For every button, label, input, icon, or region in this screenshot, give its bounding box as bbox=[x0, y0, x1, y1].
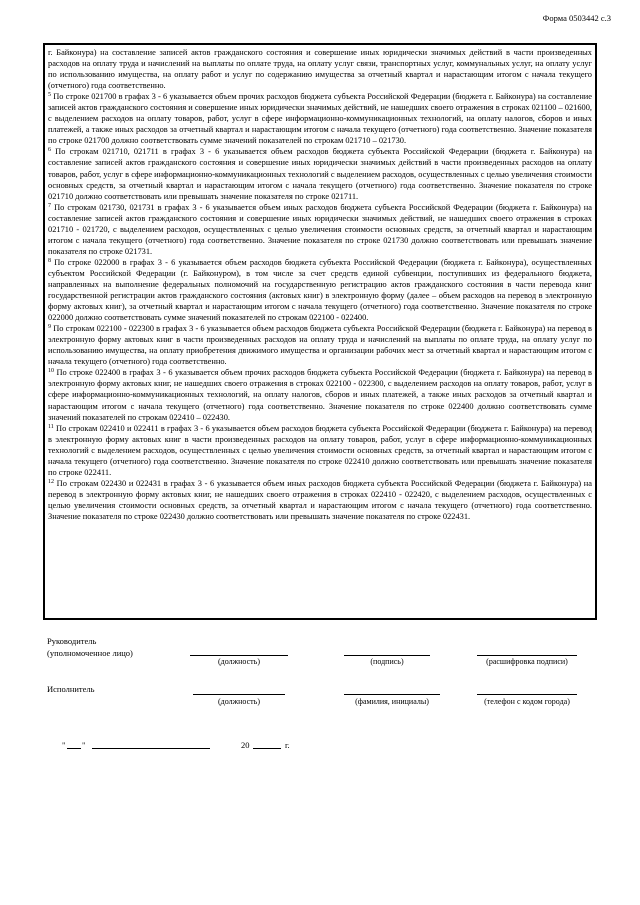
footnote-text: По строкам 022430 и 022431 в графах 3 - 6 указывается объем иных расходов бюджета субъекта Российской Федерации (бюджета г. Байконура) на перевод в электронную форму актовых книг, не нашедших своего отражения в строках 022410 - 022420, с выделением расходов, осуществленных с целью увеличения стоимости основных средств, за отчетный квартал и нарастающим итогом с начала текущего (отчетного) года соответственно. Значение показателя по строке 022430 должно соответствовать или превышать значение показателя по строке 022431. bbox=[48, 478, 593, 521]
footnote-text: По строке 022000 в графах 3 - 6 указывается объем расходов бюджета субъекта Российской Федерации (бюджета г. Байконура), осуществленных субъектом Российской Федерации (г. Байконуром), в том числе за счет средств единой субвенции, поступивших из федерального бюджета, направленных на выполнение федеральных полномочий на государственную регистрацию актов гражданского состояния в части перевода книг государственной регистрации актов гражданского состояния (актовых книг) в электронную форму (далее – объем расходов на перевод в электронную форму актовых книг), за отчетный квартал и нарастающим итогом с начала текущего (отчетного) года соответственно. Значение показателя по строке 022000 должно соответствовать сумме значений показателей по строкам 022100 - 022400. bbox=[48, 257, 592, 323]
footnote-10 bbox=[48, 367, 592, 422]
date-year-suffix: г. bbox=[285, 740, 290, 750]
footnote-9 bbox=[48, 323, 592, 367]
footnotes-box bbox=[43, 43, 597, 620]
footnote-12 bbox=[48, 478, 592, 522]
head-signature-caption: (подпись) bbox=[370, 657, 404, 666]
footnote-text: г. Байконура) на составление записей актов гражданского состояния и совершение иных юридически значимых действий в части произведенных расходов на оплату труда и начислений на выплаты по оплате труда, на оплату услуг связи, транспортных услуг, коммунальных услуг, на оплату услуг по использованию имущества, на оплату работ и услуг по содержанию имущества за отчетный квартал и нарастающим итогом с начала текущего (отчетного) года соответственно. bbox=[48, 48, 592, 91]
exec-name-line[interactable] bbox=[344, 694, 440, 695]
head-decoding-caption: (расшифровка подписи) bbox=[486, 657, 568, 666]
footnote-text: По строкам 021710, 021711 в графах 3 - 6 указывается объем расходов бюджета субъекта Российской Федерации (бюджета г. Байконура) на составление записей актов гражданского состояния и совершение иных юридически значимых действий в части произведенных расходов на оплату товаров, работ, услуг в сфере информационно-коммуникационных технологий с выделением расходов, осуществленных с целью увеличения стоимости основных средств, за отчетный квартал и нарастающим итогом с начала текущего (отчетного) года соответственно. Значение показателя по строке 021710 должно соответствовать или превышать значение показателя по строке 021711. bbox=[48, 147, 593, 201]
exec-name-caption: (фамилия, инициалы) bbox=[355, 697, 429, 706]
footnote-marker: 9 bbox=[48, 324, 51, 331]
date-day-line[interactable] bbox=[67, 748, 81, 749]
head-decoding-line[interactable] bbox=[477, 655, 577, 656]
head-label: Руководитель bbox=[47, 636, 97, 646]
head-sublabel: (уполномоченное лицо) bbox=[47, 648, 133, 658]
footnote-marker: 5 bbox=[48, 92, 51, 99]
date-year-prefix: 20 bbox=[241, 740, 250, 750]
footnote-marker: 10 bbox=[48, 368, 54, 375]
footnote-marker: 6 bbox=[48, 147, 51, 154]
date-quote-close: " bbox=[82, 740, 86, 750]
executor-label: Исполнитель bbox=[47, 684, 95, 694]
footnote-marker: 7 bbox=[48, 202, 51, 209]
footnote-text: По строке 022400 в графах 3 - 6 указывается объем прочих расходов бюджета субъекта Российской Федерации (бюджета г. Байконура) на перевод в электронную форму актовых книг, не нашедших своего отражения в строках 022100 - 022300, с выделением расходов на оплату товаров, работ, услуг в сфере информационно-коммуникационных технологий, на оплату налогов, сборов и иных платежей, а также иных расходов за отчетный квартал и нарастающим итогом с начала текущего (отчетного) года соответственно. Значение показателя по строке 022400 должно соответствовать сумме значений показателей по строкам 022410 – 022430. bbox=[48, 368, 593, 422]
footnote-text: По строке 021700 в графах 3 - 6 указывается объем прочих расходов бюджета субъекта Российской Федерации (бюджета г. Байконура) на составление записей актов гражданского состояния и совершение иных юридически значимых действий, не нашедших своего отражения в строках 021100 – 021600, с выделением расходов на оплату товаров, работ, услуг в сфере информационно-коммуникационных технологий, на оплату налогов, сборов и иных платежей, а также иных расходов за отчетный квартал и нарастающим итогом с начала текущего (отчетного) года соответственно. Значение показателя по строке 021700 должно соответствовать сумме значений показателей по строкам 021710 – 021730. bbox=[48, 92, 593, 146]
footnote-marker: 11 bbox=[48, 423, 54, 430]
form-number: Форма 0503442 с.3 bbox=[542, 13, 611, 23]
footnote-marker: 12 bbox=[48, 478, 54, 485]
exec-position-caption: (должность) bbox=[218, 697, 260, 706]
footnote-text: По строкам 021730, 021731 в графах 3 - 6 указывается объем иных расходов бюджета субъекта Российской Федерации (бюджета г. Байконура) на составление записей актов гражданского состояния и совершение иных юридически значимых действий, не нашедших своего отражения в строках 021710 - 021720, с выделением расходов, осуществленных с целью увеличения стоимости основных средств, за отчетный квартал и нарастающим итогом с начала текущего (отчетного) года соответственно. Значение показателя по строке 021730 должно соответствовать или превышать значение показателя по строке 021731. bbox=[48, 202, 592, 256]
footnote-text: По строкам 022410 и 022411 в графах 3 - 6 указывается объем расходов бюджета субъекта Российской Федерации (бюджета г. Байконура) на перевод в электронную форму актовых книг в части произведенных расходов на оплату товаров, работ, услуг в сфере информационно-коммуникационных технологий с выделением расходов, осуществленных с целью увеличения стоимости основных средств, за отчетный квартал и нарастающим итогом с начала текущего (отчетного) года соответственно. Значение показателя по строке 022410 должно соответствовать или превышать значение показателя по строке 022411. bbox=[48, 423, 592, 477]
head-position-line[interactable] bbox=[190, 655, 288, 656]
exec-phone-line[interactable] bbox=[477, 694, 577, 695]
exec-position-line[interactable] bbox=[193, 694, 285, 695]
footnote-text: По строкам 022100 - 022300 в графах 3 - 6 указывается объем расходов бюджета субъекта Российской Федерации (бюджета г. Байконура) на перевод в электронную форму актовых книг в части произведенных расходов на оплату труда и начислений на выплаты по оплате труда, на оплату услуг по использованию имущества, на оплату приобретения движимого имущества и организации рабочих мест за отчетный квартал и нарастающим итогом с начала текущего (отчетного) года соответственно. bbox=[48, 324, 593, 367]
footnote-continued bbox=[48, 47, 592, 91]
footnote-5 bbox=[48, 91, 592, 146]
footnote-6 bbox=[48, 146, 592, 201]
head-signature-line[interactable] bbox=[344, 655, 430, 656]
footnote-7 bbox=[48, 202, 592, 257]
footnote-11 bbox=[48, 423, 592, 478]
date-quote-open: " bbox=[62, 740, 66, 750]
footnote-marker: 8 bbox=[48, 257, 51, 264]
date-month-line[interactable] bbox=[92, 748, 210, 749]
head-position-caption: (должность) bbox=[218, 657, 260, 666]
footnote-8 bbox=[48, 257, 592, 323]
exec-phone-caption: (телефон с кодом города) bbox=[484, 697, 570, 706]
date-year-line[interactable] bbox=[253, 748, 281, 749]
